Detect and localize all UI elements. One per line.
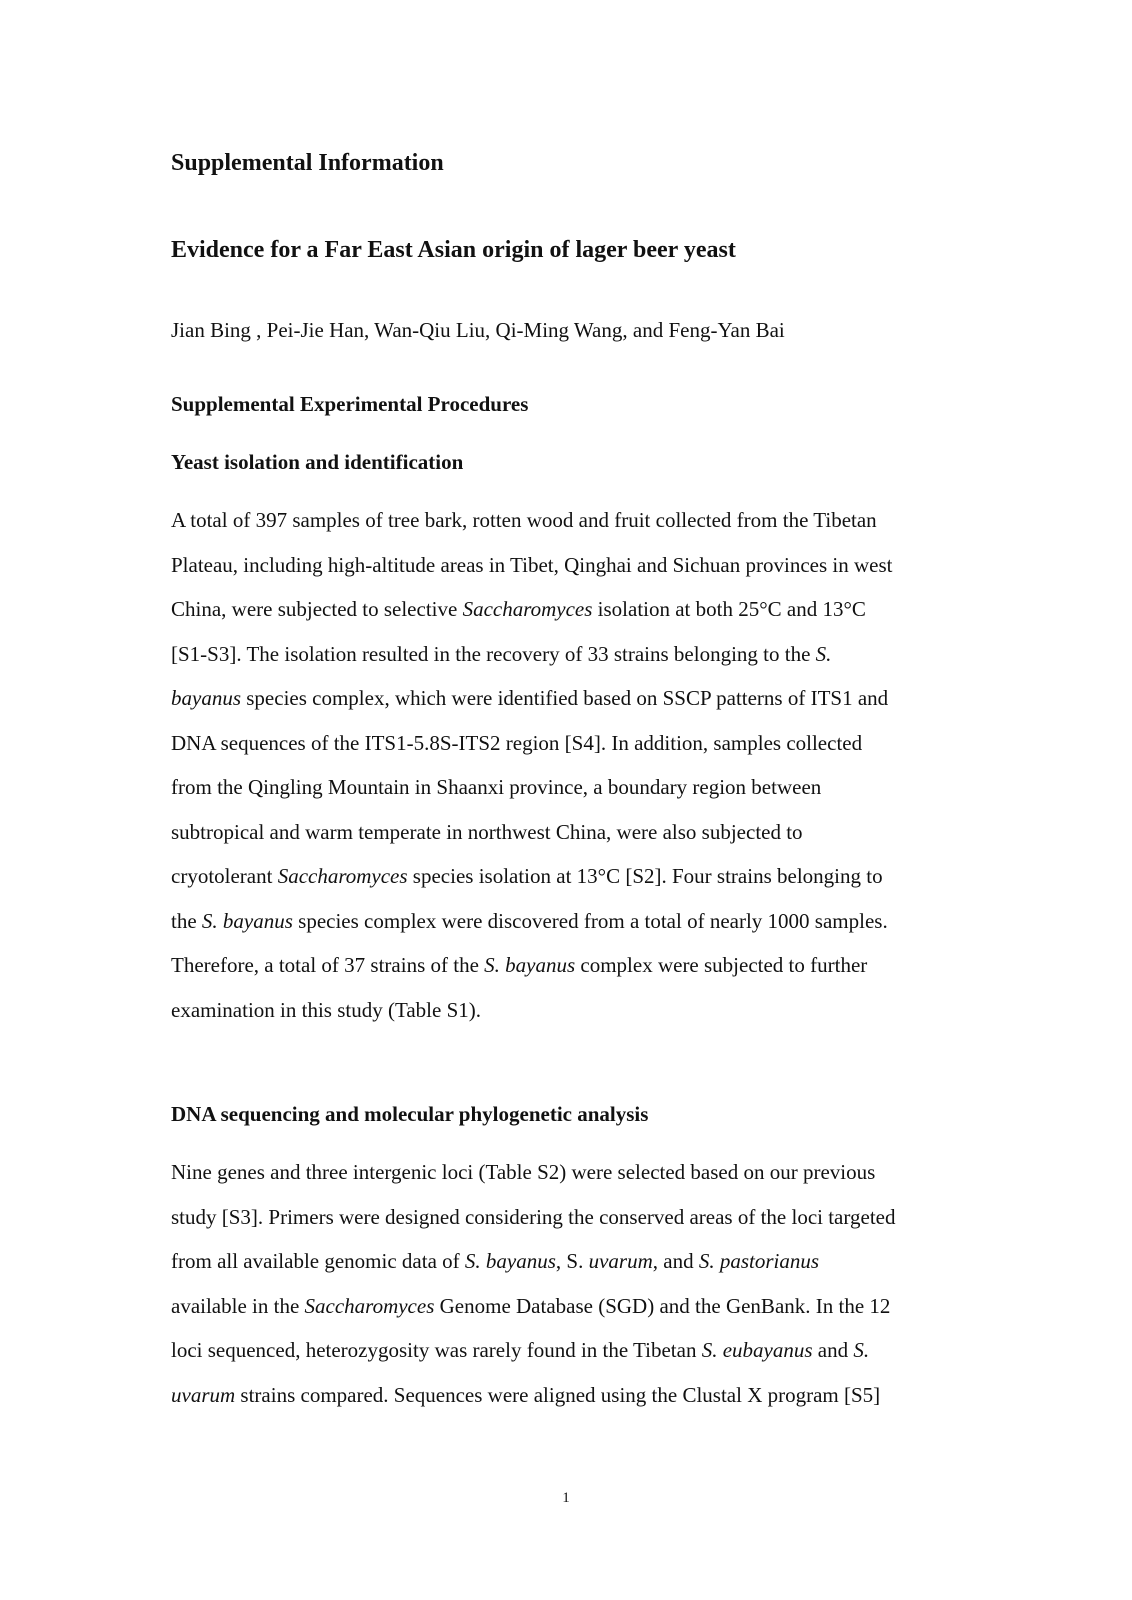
- species-name: bayanus: [171, 686, 241, 710]
- procedures-heading: Supplemental Experimental Procedures: [171, 392, 529, 416]
- paragraph-line: DNA sequences of the ITS1-5.8S-ITS2 region [S4]. In addition, samples collected: [171, 730, 863, 755]
- species-name: S.: [815, 641, 832, 666]
- species-name: S. eubayanus: [701, 1338, 813, 1362]
- paragraph-line: study [S3]. Primers were designed considering the conserved areas of the loci targeted: [171, 1204, 896, 1229]
- species-name: uvarum: [588, 1249, 653, 1273]
- species-name: Saccharomyces: [462, 597, 593, 621]
- text-run: China, were subjected to selective: [171, 597, 463, 621]
- species-name: S.: [853, 1338, 870, 1362]
- paragraph-line: [171, 1328, 971, 1373]
- text-run: complex were subjected to further: [575, 953, 868, 977]
- sequencing-paragraph: [171, 1150, 971, 1417]
- species-name: S. bayanus: [201, 908, 293, 933]
- paragraph-line: [171, 1373, 971, 1418]
- paragraph-line: [171, 854, 971, 899]
- text-run: available in the: [171, 1293, 305, 1318]
- paragraph-line: [171, 943, 971, 988]
- text-run: and: [812, 1338, 854, 1362]
- isolation-heading: Yeast isolation and identification: [171, 450, 464, 474]
- text-run: Genome Database (SGD) and the GenBank. In the 12: [434, 1293, 891, 1318]
- text-run: [S1-S3]. The isolation resulted in the recovery of 33 strains belonging to the: [171, 641, 816, 666]
- paragraph-line: Plateau, including high-altitude areas in Tibet, Qinghai and Sichuan provinces in west: [171, 552, 893, 577]
- species-name: uvarum: [171, 1382, 236, 1407]
- paragraph-line: [171, 632, 971, 677]
- author-list: Jian Bing , Pei-Jie Han, Wan-Qiu Liu, Qi-Ming Wang, and Feng-Yan Bai: [171, 318, 785, 342]
- paper-title: Evidence for a Far East Asian origin of lager beer yeast: [171, 237, 736, 263]
- species-name: S. bayanus: [464, 1249, 556, 1273]
- paragraph-line: [171, 899, 971, 944]
- text-run: species isolation at 13°C [S2]. Four strains belonging to: [407, 864, 883, 888]
- text-run: cryotolerant: [171, 864, 278, 888]
- text-run: , S.: [555, 1249, 589, 1273]
- paragraph-line: subtropical and warm temperate in northwest China, were also subjected to: [171, 819, 803, 844]
- paragraph-line: examination in this study (Table S1).: [171, 997, 481, 1022]
- species-name: Saccharomyces: [277, 864, 408, 888]
- paragraph-line: [171, 1239, 971, 1284]
- page-number: 1: [562, 1490, 570, 1506]
- text-run: , and: [652, 1249, 699, 1273]
- text-run: from all available genomic data of: [171, 1249, 465, 1273]
- species-name: S. bayanus: [484, 953, 576, 977]
- text-run: species complex, which were identified based on SSCP patterns of ITS1 and: [241, 686, 889, 710]
- paragraph-line: Nine genes and three intergenic loci (Table S2) were selected based on our previous: [171, 1160, 876, 1184]
- paragraph-line: [171, 587, 971, 632]
- text-run: loci sequenced, heterozygosity was rarely found in the Tibetan: [171, 1338, 702, 1362]
- species-name: S. pastorianus: [698, 1249, 820, 1273]
- paragraph-line: [171, 1284, 971, 1329]
- species-name: Saccharomyces: [304, 1293, 435, 1318]
- text-run: isolation at both 25°C and 13°C: [592, 597, 866, 621]
- paragraph-line: [171, 676, 971, 721]
- text-run: the: [171, 908, 202, 933]
- paragraph-line: A total of 397 samples of tree bark, rotten wood and fruit collected from the Tibetan: [171, 508, 877, 532]
- supplemental-label: Supplemental Information: [171, 150, 444, 176]
- text-run: species complex were discovered from a total of nearly 1000 samples.: [292, 908, 888, 933]
- sequencing-heading: DNA sequencing and molecular phylogenetic analysis: [171, 1102, 649, 1126]
- text-run: Therefore, a total of 37 strains of the: [171, 953, 485, 977]
- text-run: strains compared. Sequences were aligned using the Clustal X program [S5]: [235, 1382, 881, 1407]
- paragraph-line: from the Qingling Mountain in Shaanxi province, a boundary region between: [171, 775, 822, 799]
- isolation-paragraph: [171, 498, 971, 1032]
